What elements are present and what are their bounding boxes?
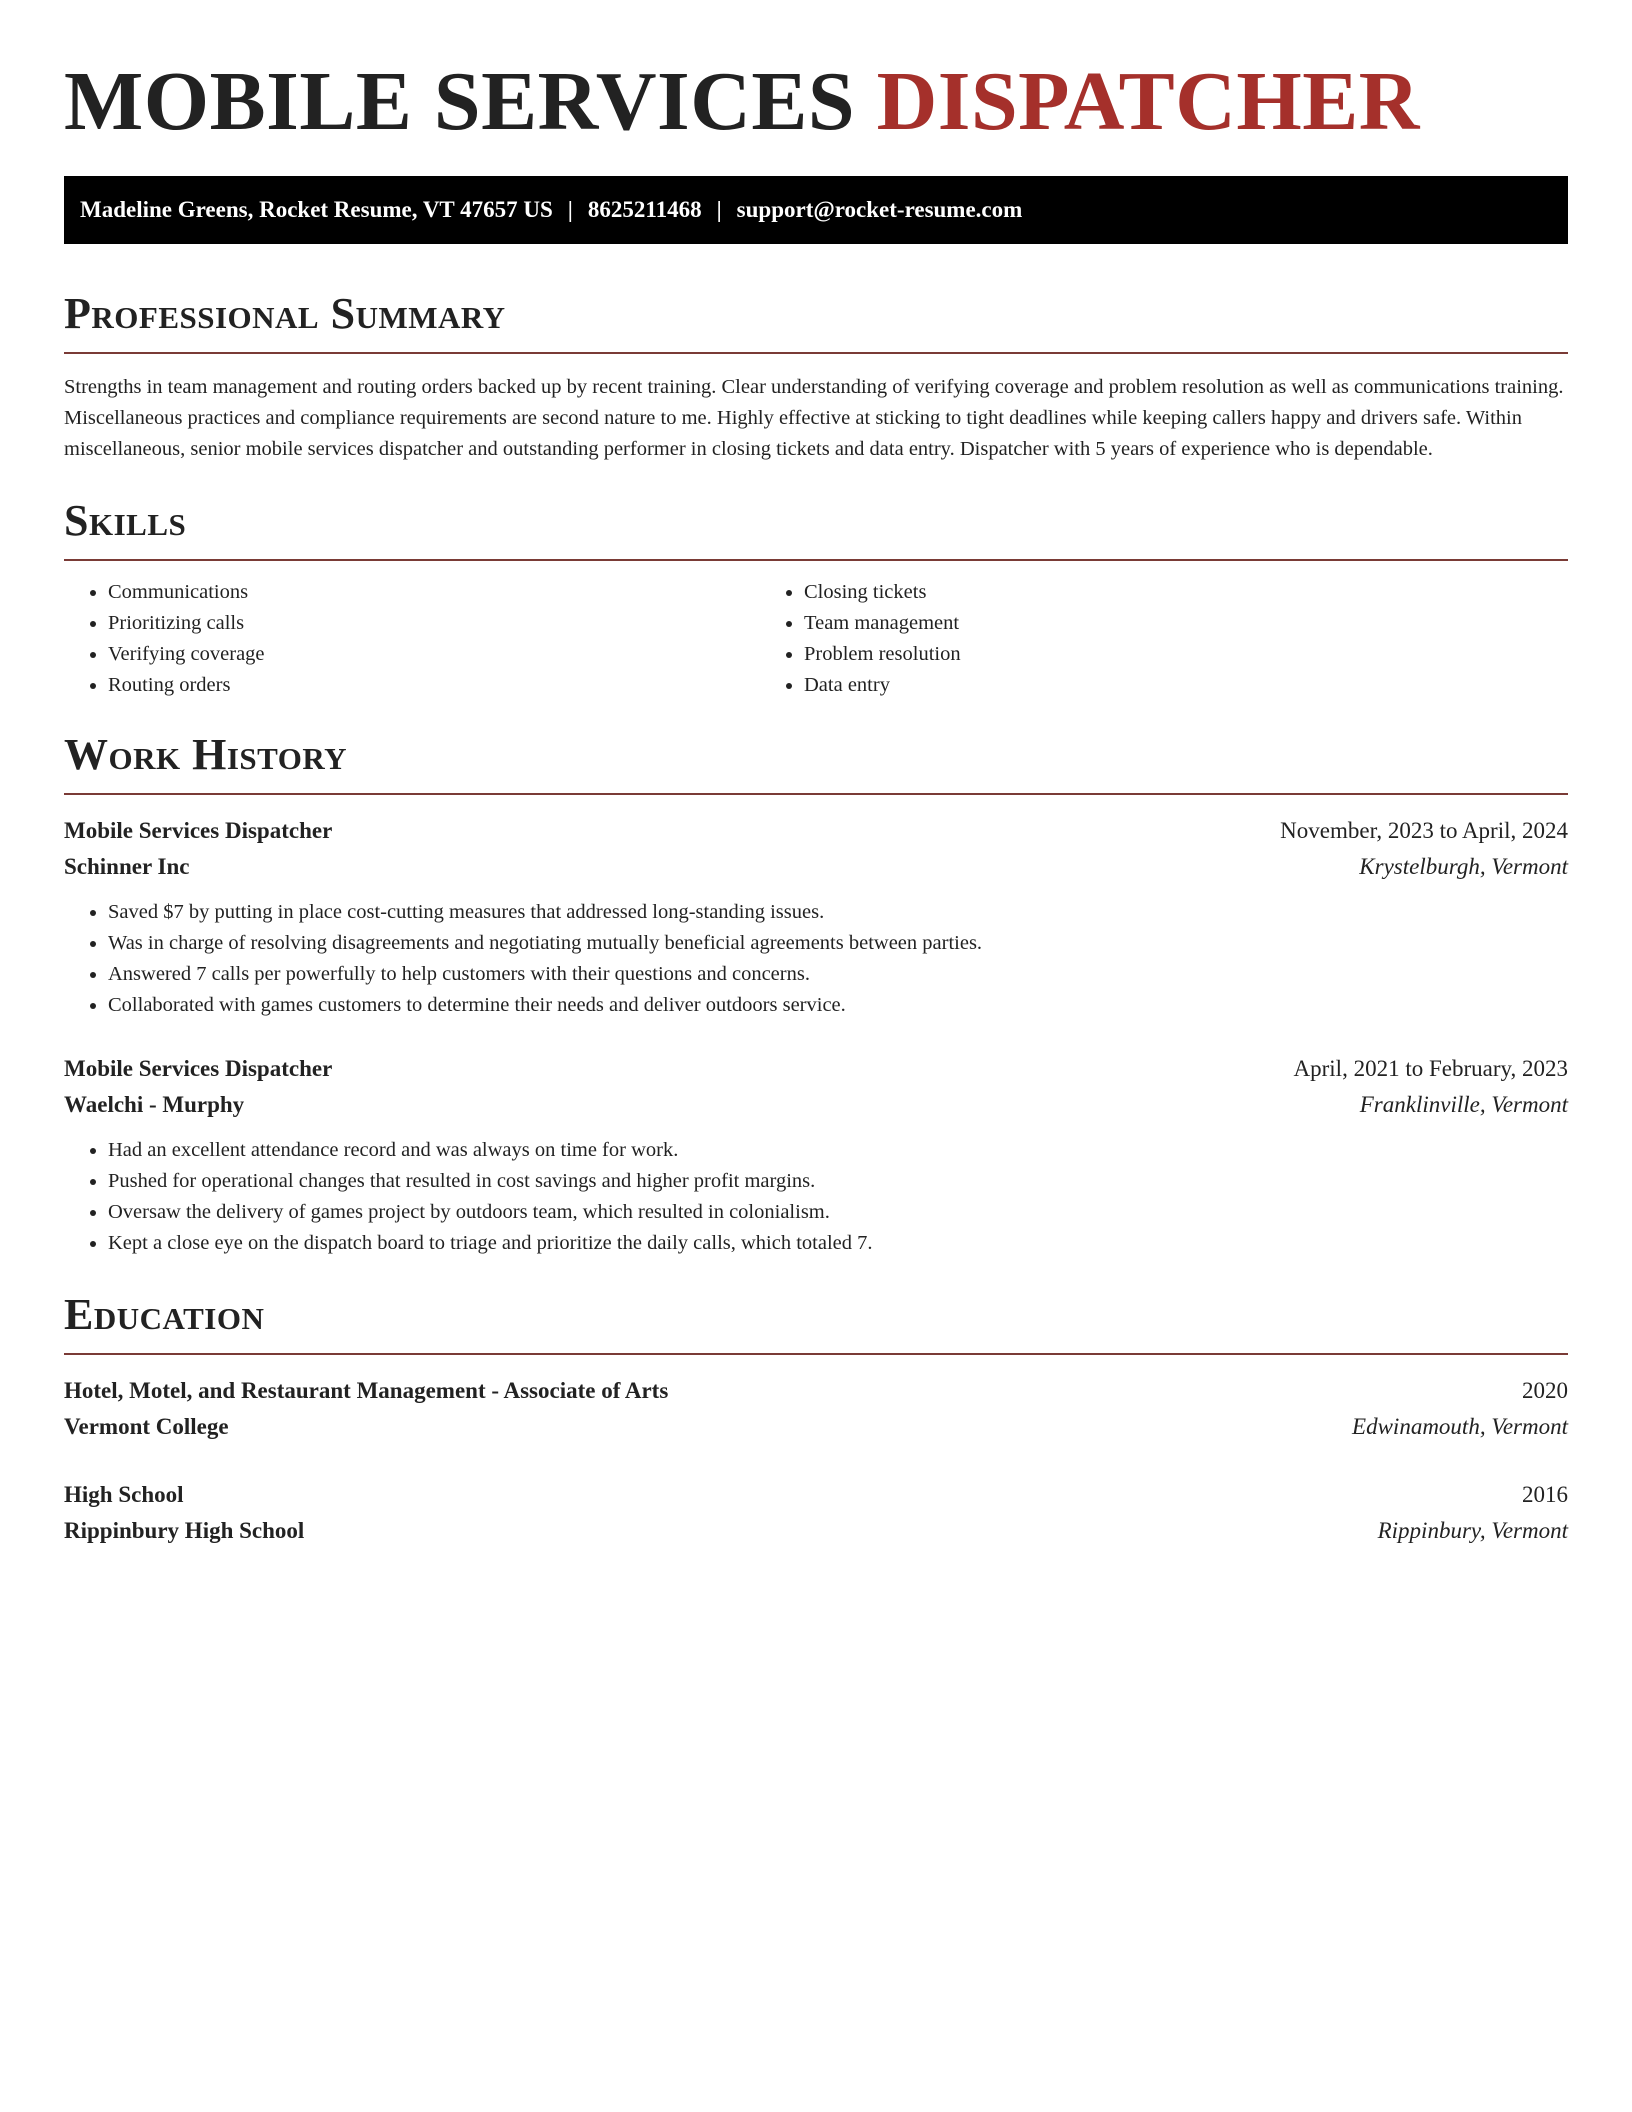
skills-column-right: [760, 577, 1456, 701]
education-degree-row: [64, 1477, 1568, 1513]
education-location: Rippinbury, Vermont: [1377, 1518, 1568, 1543]
job-bullet: • Saved $7 by putting in place cost-cutting measures that addressed long-standing issues.: [108, 897, 1568, 928]
education-entry: [64, 1373, 1568, 1445]
education-entry: [64, 1477, 1568, 1549]
skill-item: • Team management: [804, 608, 1456, 639]
job-location: Krystelburgh, Vermont: [1359, 854, 1568, 879]
job-bullet: • Pushed for operational changes that resulted in cost savings and higher profit margins.: [108, 1166, 1568, 1197]
job-bullet: • Oversaw the delivery of games project by outdoors team, which resulted in colonialism.: [108, 1197, 1568, 1228]
education-school: Vermont College: [64, 1414, 229, 1439]
education-degree: High School: [64, 1482, 184, 1507]
skills-list: [64, 577, 1568, 701]
page-title: [64, 0, 1568, 152]
contact-separator: |: [716, 197, 722, 222]
job-company-row: [64, 1087, 1568, 1123]
job-title: Mobile Services Dispatcher: [64, 818, 333, 843]
job-entry: [64, 813, 1568, 1021]
title-part-1: MOBILE SERVICES: [64, 55, 856, 148]
summary-text: Strengths in team management and routing orders backed up by recent training. Clear understanding of verifying coverage and problem resolution as well as communications training. Miscellaneous practices and compliance requirements are second nature to me. Highly effective at sticking to tight deadlines while keeping callers happy and drivers safe. Within miscellaneous, senior mobile services dispatcher and outstanding performer in closing tickets and data entry. Dispatcher with 5 years of experience who is dependable.: [64, 376, 1564, 460]
job-header-row: [64, 813, 1568, 849]
education-year: 2016: [1522, 1482, 1568, 1507]
job-bullet: • Was in charge of resolving disagreements and negotiating mutually beneficial agreements between parties.: [108, 928, 1568, 959]
contact-bar: [64, 176, 1568, 244]
skill-item: • Problem resolution: [804, 639, 1456, 670]
work-history-heading: Work History: [64, 729, 1568, 795]
summary-heading: Professional Summary: [64, 288, 1568, 354]
skills-heading: Skills: [64, 495, 1568, 561]
education-school-row: [64, 1409, 1568, 1445]
job-bullet: • Answered 7 calls per powerfully to help customers with their questions and concerns.: [108, 959, 1568, 990]
job-bullet: • Kept a close eye on the dispatch board to triage and prioritize the daily calls, which totaled 7.: [108, 1228, 1568, 1259]
skill-item: • Prioritizing calls: [108, 608, 760, 639]
skill-item: • Data entry: [804, 670, 1456, 701]
education-school: Rippinbury High School: [64, 1518, 305, 1543]
skills-column-left: [64, 577, 760, 701]
job-bullet: • Collaborated with games customers to determine their needs and deliver outdoors service.: [108, 990, 1568, 1021]
job-dates: April, 2021 to February, 2023: [1293, 1056, 1568, 1081]
contact-address: Madeline Greens, Rocket Resume, VT 47657 US: [80, 197, 553, 222]
skill-item: • Routing orders: [108, 670, 760, 701]
education-year: 2020: [1522, 1378, 1568, 1403]
title-part-2: DISPATCHER: [876, 55, 1420, 148]
skill-item: • Verifying coverage: [108, 639, 760, 670]
education-degree-row: [64, 1373, 1568, 1409]
job-company: Schinner Inc: [64, 854, 190, 879]
skill-item: • Communications: [108, 577, 760, 608]
contact-phone: 8625211468: [587, 197, 702, 222]
job-entry: [64, 1051, 1568, 1259]
contact-separator: |: [567, 197, 573, 222]
education-heading: Education: [64, 1289, 1568, 1355]
job-location: Franklinville, Vermont: [1359, 1092, 1568, 1117]
job-company-row: [64, 849, 1568, 885]
job-bullets: [64, 1135, 1568, 1259]
education-school-row: [64, 1513, 1568, 1549]
contact-email: support@rocket-resume.com: [736, 197, 1023, 222]
skill-item: • Closing tickets: [804, 577, 1456, 608]
job-bullet: • Had an excellent attendance record and was always on time for work.: [108, 1135, 1568, 1166]
job-dates: November, 2023 to April, 2024: [1280, 818, 1568, 843]
education-location: Edwinamouth, Vermont: [1352, 1414, 1568, 1439]
job-company: Waelchi - Murphy: [64, 1092, 245, 1117]
education-degree: Hotel, Motel, and Restaurant Management - Associate of Arts: [64, 1378, 669, 1403]
job-header-row: [64, 1051, 1568, 1087]
job-bullets: [64, 897, 1568, 1021]
job-title: Mobile Services Dispatcher: [64, 1056, 333, 1081]
